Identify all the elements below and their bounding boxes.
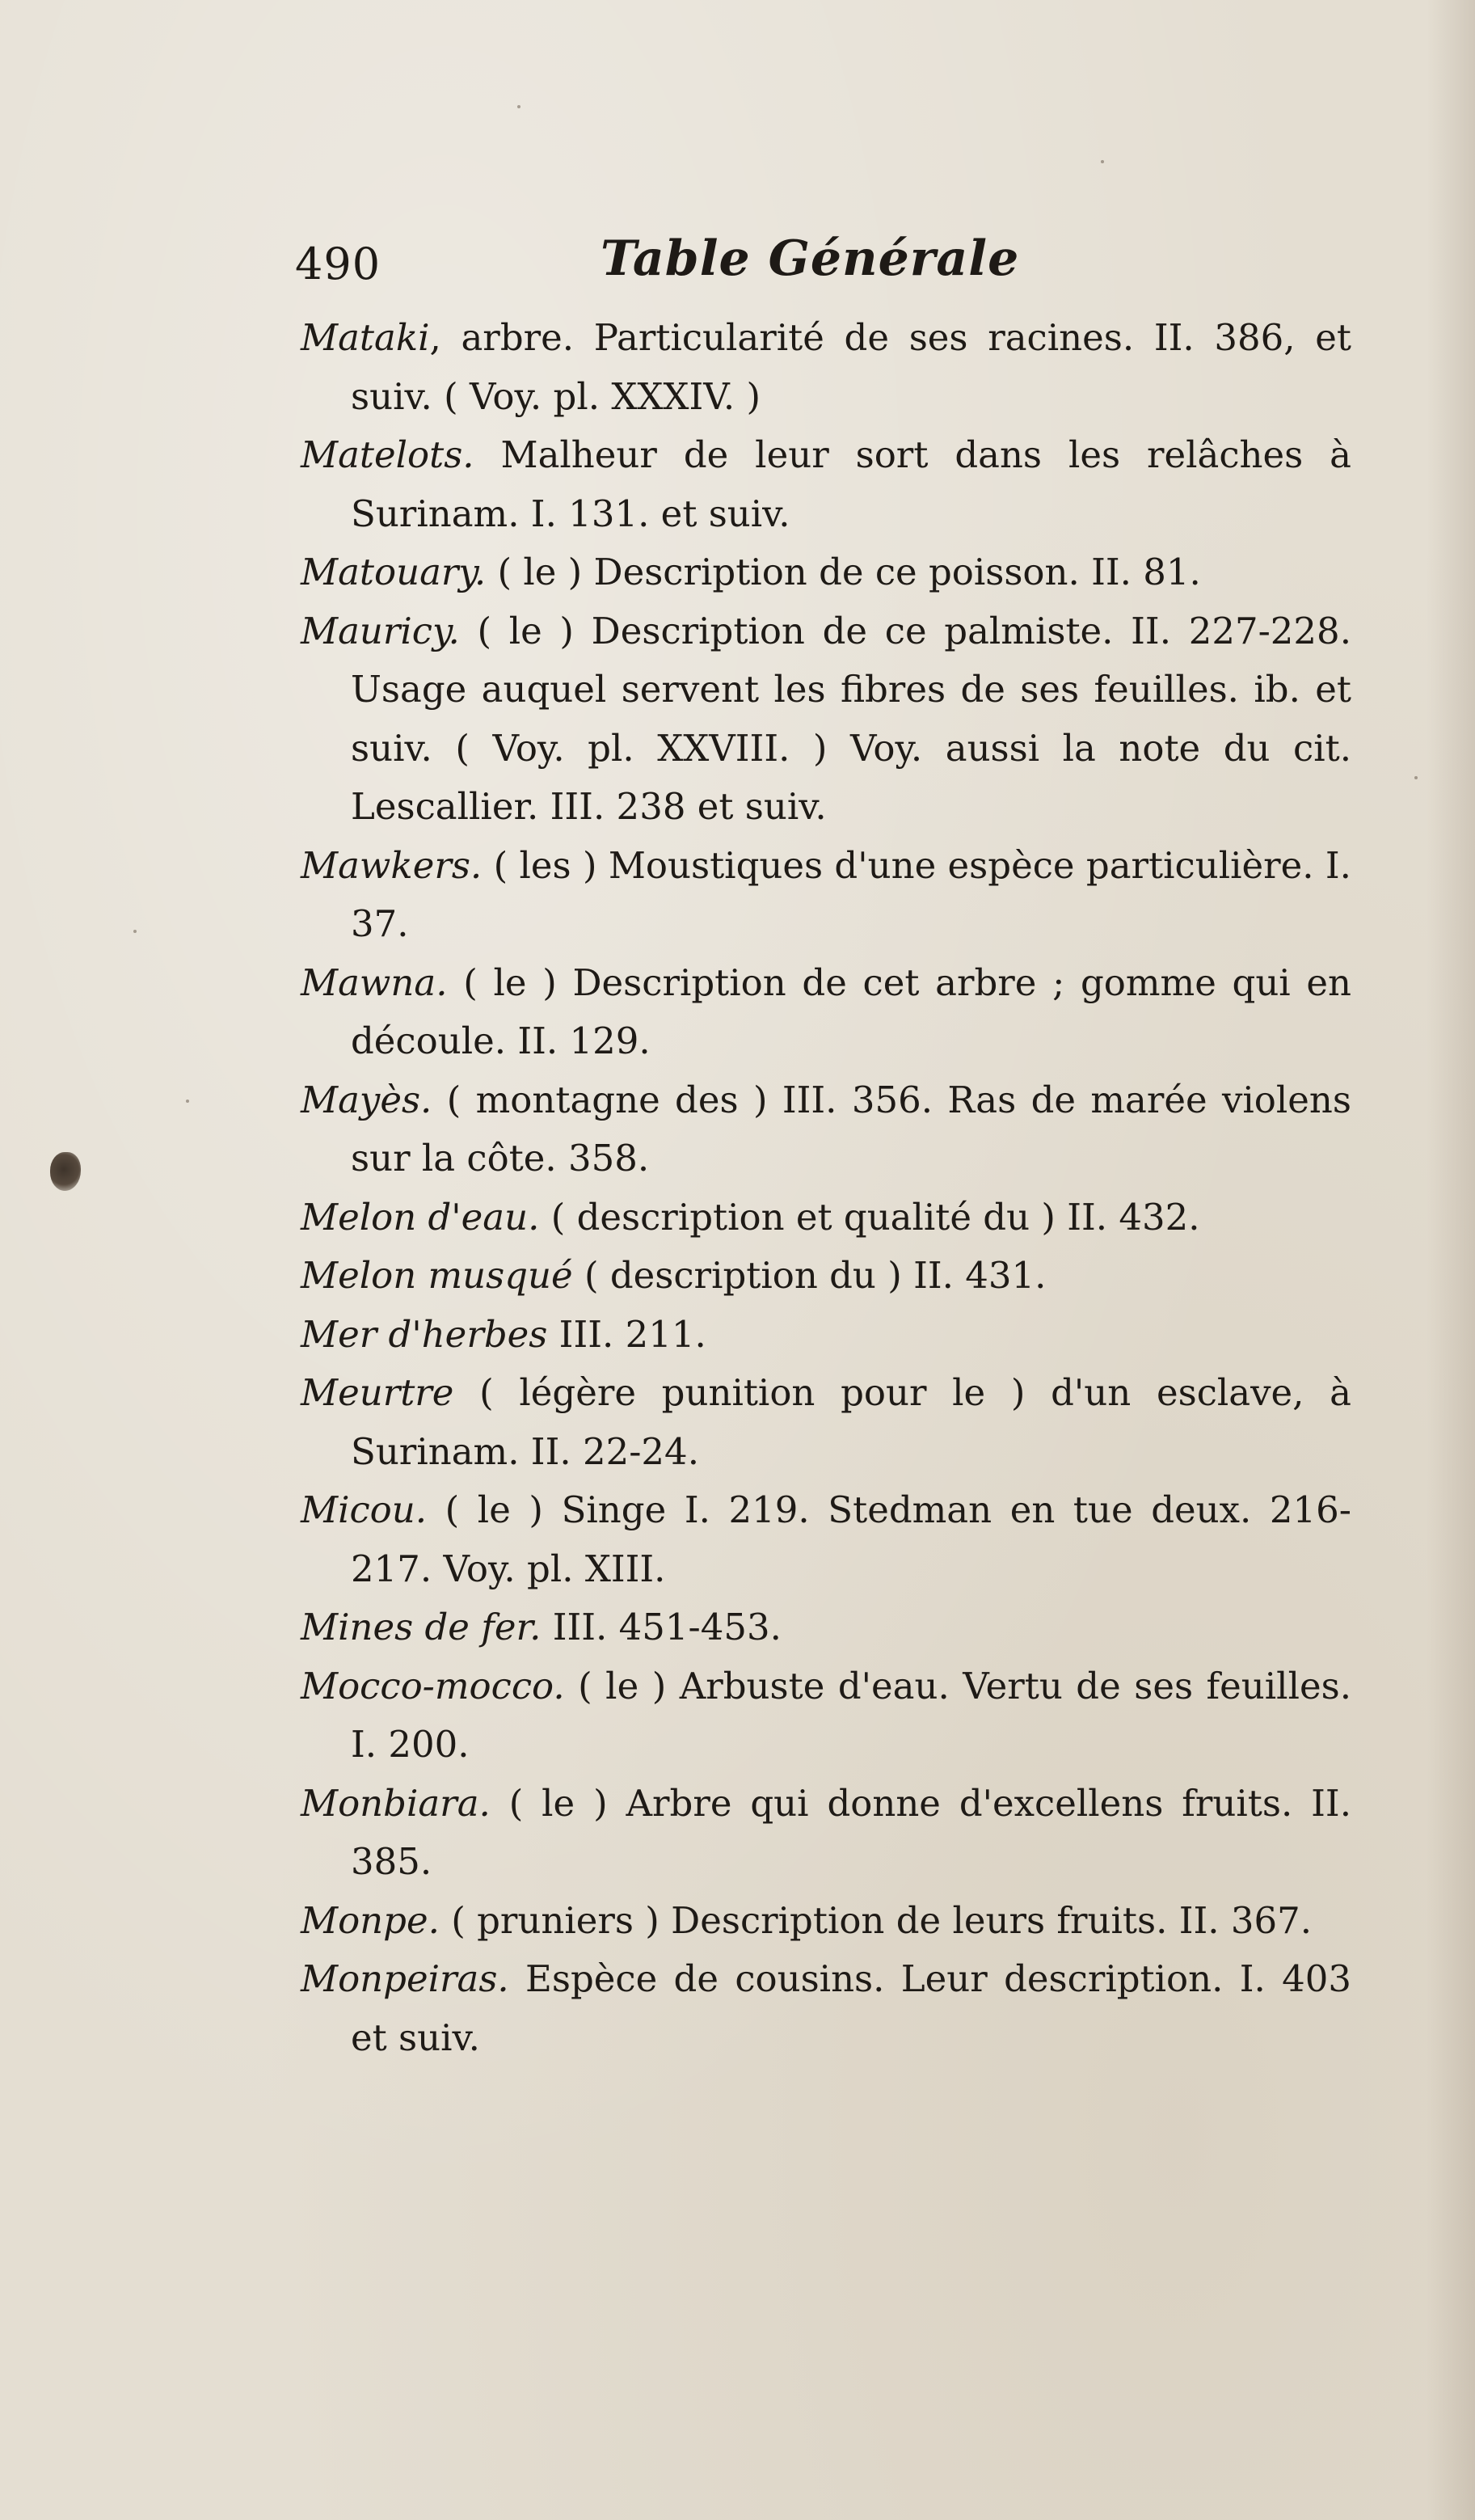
index-entry xyxy=(301,309,1351,426)
entry-head-word: Mines de fer. xyxy=(301,1606,542,1648)
index-entries xyxy=(301,309,1351,2067)
index-entry xyxy=(301,543,1351,602)
index-entry xyxy=(301,1598,1351,1657)
entry-text: III. 211. xyxy=(547,1312,706,1356)
entry-text: ( les ) Moustiques d'une espèce particulière. I. 37. xyxy=(351,843,1351,945)
entry-text: ( le ) Singe I. 219. Stedman en tue deux. 216-217. Voy. pl. XIII. xyxy=(351,1488,1351,1590)
index-entry xyxy=(301,954,1351,1071)
entry-head-word: Melon d'eau. xyxy=(301,1195,540,1239)
entry-text: ( description du ) II. 431. xyxy=(572,1254,1047,1297)
entry-text: ( le ) Description de cet arbre ; gomme qui en découle. II. 129. xyxy=(351,960,1351,1062)
index-entry xyxy=(301,1950,1351,2067)
page-edge-shadow xyxy=(1427,0,1475,2520)
index-entry xyxy=(301,1892,1351,1951)
page-number: 490 xyxy=(295,238,381,289)
index-entry xyxy=(301,1247,1351,1306)
entry-text: ( le ) Description de ce palmiste. II. 227-228. Usage auquel servent les fibres de ses feuilles. ib. et suiv. ( Voy. pl. XXVIII. ) Voy. aussi la note du cit. Lescallier. III. 238 et suiv. xyxy=(351,609,1351,828)
entry-head-word: Mataki xyxy=(301,316,430,359)
entry-text: ( pruniers ) Description de leurs fruits. II. 367. xyxy=(439,1898,1313,1942)
entry-text: ( montagne des ) III. 356. Ras de marée violens sur la côte. 358. xyxy=(351,1078,1351,1180)
entry-head-word: Monbiara. xyxy=(301,1781,491,1825)
index-entry xyxy=(301,1775,1351,1892)
running-title: Table Générale xyxy=(601,230,1020,287)
index-entry xyxy=(301,1364,1351,1481)
index-entry xyxy=(301,837,1351,954)
entry-head-word: Melon musqué xyxy=(301,1254,573,1297)
entry-head-word: Mocco-mocco. xyxy=(301,1664,565,1707)
entry-text: ( le ) Arbuste d'eau. Vertu de ses feuilles. I. 200. xyxy=(351,1664,1351,1766)
entry-text: ( légère punition pour le ) d'un esclave, à Surinam. II. 22-24. xyxy=(351,1371,1351,1473)
index-entry xyxy=(301,426,1351,543)
index-entry xyxy=(301,1188,1351,1247)
index-entry xyxy=(301,1481,1351,1598)
index-entry xyxy=(301,1071,1351,1188)
entry-text: ( le ) Arbre qui donne d'excellens fruits. II. 385. xyxy=(351,1781,1351,1883)
entry-head-word: Mer d'herbes xyxy=(301,1312,548,1356)
ink-stain xyxy=(50,1152,81,1191)
entry-head-word: Mauricy. xyxy=(301,609,460,652)
entry-head-word: Mawkers. xyxy=(301,843,483,887)
entry-head-word: Micou. xyxy=(301,1488,428,1531)
page-header xyxy=(295,230,1346,303)
index-entry xyxy=(301,602,1351,837)
entry-text: Espèce de cousins. Leur description. I. 403 et suiv. xyxy=(351,1957,1351,2059)
entry-head-word: Monpeiras. xyxy=(301,1957,509,2000)
entry-text: ( le ) Description de ce poisson. II. 81. xyxy=(486,551,1201,593)
entry-head-word: Meurtre xyxy=(301,1371,454,1414)
entry-text: ( description et qualité du ) II. 432. xyxy=(539,1195,1200,1239)
entry-head-word: Monpe. xyxy=(301,1898,440,1942)
entry-head-word: Matelots. xyxy=(301,433,474,476)
entry-text: , arbre. Particularité de ses racines. II. 386, et suiv. ( Voy. pl. XXXIV. ) xyxy=(351,316,1351,418)
entry-text: Malheur de leur sort dans les relâches à Surinam. I. 131. et suiv. xyxy=(351,433,1351,535)
entry-head-word: Mayès. xyxy=(301,1078,432,1121)
index-entry xyxy=(301,1306,1351,1365)
entry-head-word: Matouary. xyxy=(301,551,487,593)
entry-head-word: Mawna. xyxy=(301,960,448,1004)
entry-text: III. 451-453. xyxy=(541,1606,782,1648)
index-entry xyxy=(301,1657,1351,1775)
